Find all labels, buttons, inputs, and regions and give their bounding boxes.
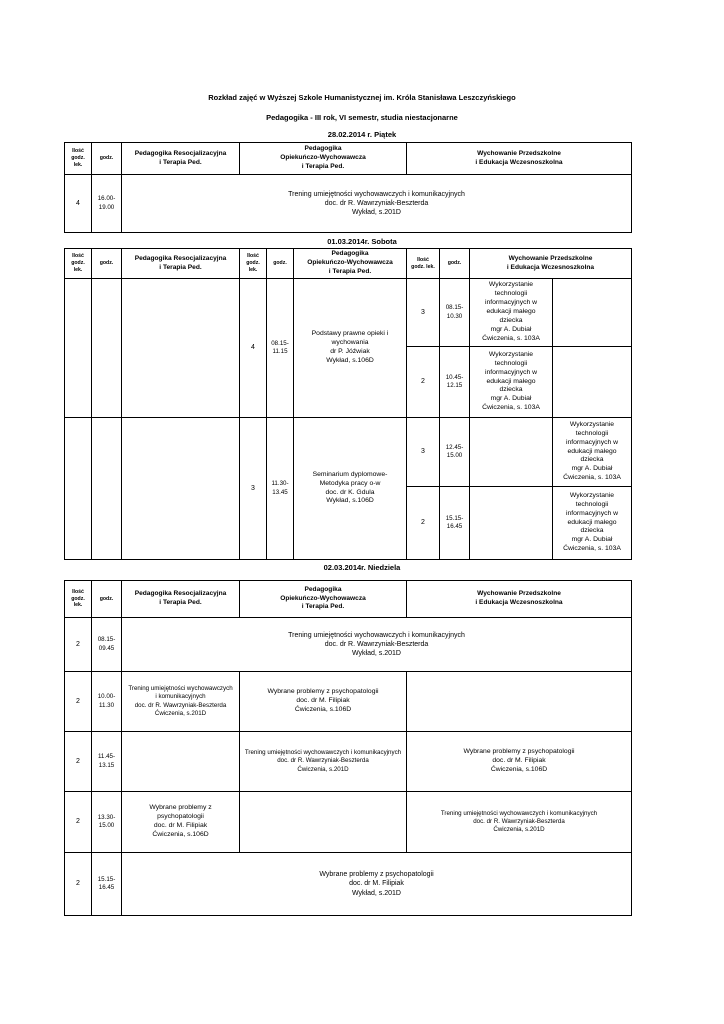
cell-empty [122,418,240,560]
cell-time: 08.15- 10.30 [440,279,470,347]
col-header-hours: Ilość godz. lek. [65,249,92,279]
day-heading-saturday: 01.03.2014r. Sobota [327,237,397,246]
day-heading-sunday: 02.03.2014r. Niedziela [323,563,401,572]
cell-hours: 2 [65,672,92,732]
cell-class-przedszkolne [470,418,553,487]
cell-hours: 3 [240,418,267,560]
cell-time: 16.00- 19.00 [92,175,122,233]
col-header-opiekunczo: Pedagogika Opiekuńczo-Wychowawcza i Terapia Ped. [240,581,407,618]
cell-class-przedszkolne: Wykorzystanie technologii informacyjnych w edukacji małego dziecka mgr A. Dubiał Ćwiczenia, s. 103A [470,279,553,347]
cell-time: 15.15- 16.45 [92,853,122,916]
col-header-resocjalizacja: Pedagogika Resocjalizacyjna i Terapia Ped. [122,143,240,175]
page-title: Rozkład zajęć w Wyższej Szkole Humanistycznej im. Króla Stanisława Leszczyńskiego [208,93,516,102]
cell-hours: 4 [240,279,267,418]
day-heading-friday: 28.02.2014 r. Piątek [327,130,397,139]
col-header-time: godz. [440,249,470,279]
col-header-opiekunczo: Pedagogika Opiekuńczo-Wychowawcza i Terapia Ped. [294,249,407,279]
schedule-table-saturday [64,248,632,560]
col-header-resocjalizacja: Pedagogika Resocjalizacyjna i Terapia Ped. [122,249,240,279]
col-header-hours: Ilość godz. lek. [407,249,440,279]
cell-class-przedszkolne: Wykorzystanie technologii informacyjnych w edukacji małego dziecka mgr A. Dubiał Ćwiczenia, s. 103A [470,347,553,418]
col-header-time: godz. [267,249,294,279]
cell-class-resocjalizacja: Wybrane problemy z psychopatologii doc. dr M. Filipiak Ćwiczenia, s.106D [122,792,240,853]
cell-empty [122,279,240,418]
col-header-przedszkolne: Wychowanie Przedszkolne i Edukacja Wczesnoszkolna [470,249,632,279]
col-header-hours: Ilość godz. lek. [240,249,267,279]
cell-time: 13.30- 15.00 [92,792,122,853]
cell-time: 11.45- 13.15 [92,732,122,792]
cell-class-przedszkolne [553,279,632,347]
cell-class-opiekunczo: Wybrane problemy z psychopatologii doc. dr M. Filipiak Ćwiczenia, s.106D [240,672,407,732]
cell-hours: 2 [407,347,440,418]
cell-class-przedszkolne: Trening umiejętności wychowawczych i komunikacyjnych doc. dr R. Wawrzyniak-Beszterda Ćwiczenia, s.201D [407,792,632,853]
cell-hours: 4 [65,175,92,233]
cell-class-all: Wybrane problemy z psychopatologii doc. dr M. Filipiak Wykład, s.201D [122,853,632,916]
cell-class-przedszkolne: Wybrane problemy z psychopatologii doc. dr M. Filipiak Ćwiczenia, s.106D [407,732,632,792]
cell-class-opiekunczo: Podstawy prawne opieki i wychowania dr P. Jóźwiak Wykład, s.106D [294,279,407,418]
col-header-time: godz. [92,581,122,618]
cell-empty [65,418,92,560]
cell-hours: 2 [65,618,92,672]
col-header-opiekunczo: Pedagogika Opiekuńczo-Wychowawcza i Terapia Ped. [240,143,407,175]
cell-hours: 3 [407,418,440,487]
cell-empty [65,279,92,418]
cell-time: 10.45- 12.15 [440,347,470,418]
cell-time: 11.30- 13.45 [267,418,294,560]
schedule-table-friday [64,142,632,233]
cell-class-przedszkolne [470,487,553,560]
cell-class-resocjalizacja [122,732,240,792]
col-header-time: godz. [92,249,122,279]
col-header-resocjalizacja: Pedagogika Resocjalizacyjna i Terapia Ped. [122,581,240,618]
cell-hours: 2 [407,487,440,560]
col-header-hours: Ilość godz. lek. [65,581,92,618]
cell-class-przedszkolne [553,347,632,418]
cell-hours: 2 [65,853,92,916]
cell-time: 10.00- 11.30 [92,672,122,732]
cell-class-opiekunczo: Seminarium dyplomowe- Metodyka pracy o-w doc. dr K. Gdula Wykład, s.106D [294,418,407,560]
cell-hours: 2 [65,732,92,792]
cell-hours: 3 [407,279,440,347]
cell-time: 12.45- 15.00 [440,418,470,487]
cell-hours: 2 [65,792,92,853]
cell-class-przedszkolne: Wykorzystanie technologii informacyjnych w edukacji małego dziecka mgr A. Dubiał Ćwiczenia, s. 103A [553,487,632,560]
cell-class-all: Trening umiejętności wychowawczych i komunikacyjnych doc. dr R. Wawrzyniak-Beszterda Wykład, s.201D [122,175,632,233]
cell-class-opiekunczo [240,792,407,853]
schedule-table-sunday [64,580,632,916]
cell-empty [92,418,122,560]
cell-class-all: Trening umiejętności wychowawczych i komunikacyjnych doc. dr R. Wawrzyniak-Beszterda Wykład, s.201D [122,618,632,672]
cell-class-opiekunczo: Trening umiejętności wychowawczych i komunikacyjnych doc. dr R. Wawrzyniak-Beszterda Ćwiczenia, s.201D [240,732,407,792]
col-header-przedszkolne: Wychowanie Przedszkolne i Edukacja Wczesnoszkolna [407,143,632,175]
cell-class-przedszkolne: Wykorzystanie technologii informacyjnych w edukacji małego dziecka mgr A. Dubiał Ćwiczenia, s. 103A [553,418,632,487]
cell-class-resocjalizacja: Trening umiejętności wychowawczych i komunikacyjnych doc. dr R. Wawrzyniak-Beszterda Ćwiczenia, s.201D [122,672,240,732]
cell-time: 08.15- 11.15 [267,279,294,418]
col-header-hours: Ilość godz. lek. [65,143,92,175]
col-header-przedszkolne: Wychowanie Przedszkolne i Edukacja Wczesnoszkolna [407,581,632,618]
cell-time: 15.15- 16.45 [440,487,470,560]
col-header-time: godz. [92,143,122,175]
cell-time: 08.15- 09.45 [92,618,122,672]
cell-class-przedszkolne [407,672,632,732]
cell-empty [92,279,122,418]
page-subtitle: Pedagogika - III rok, VI semestr, studia niestacjonarne [266,113,458,122]
